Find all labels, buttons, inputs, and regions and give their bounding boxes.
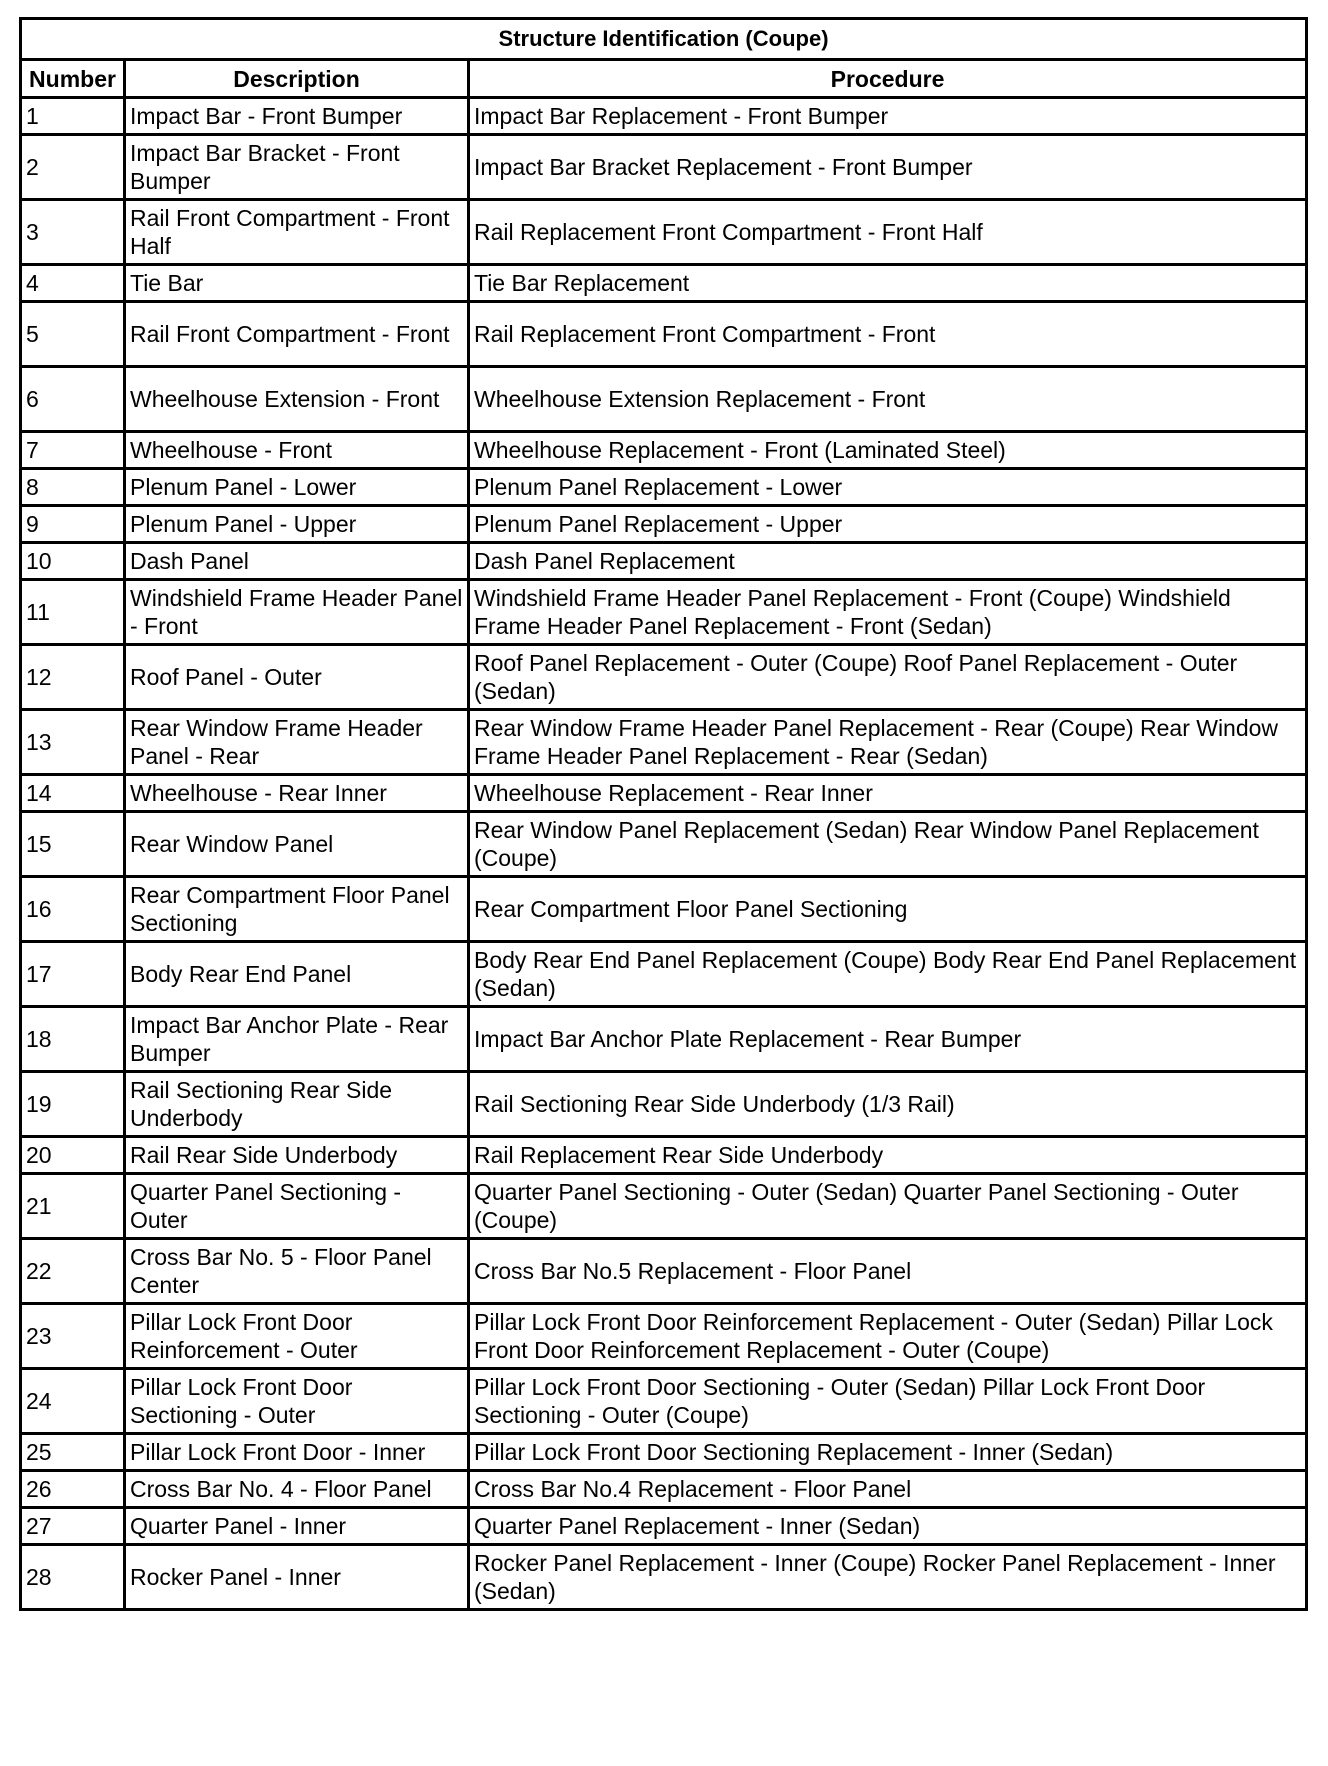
table-row [21, 1471, 1307, 1508]
row-description-cell: Cross Bar No. 4 - Floor Panel [125, 1471, 469, 1508]
row-number-cell: 9 [21, 506, 125, 543]
row-number-cell: 6 [21, 367, 125, 432]
row-number-cell: 10 [21, 543, 125, 580]
row-procedure-cell: Tie Bar Replacement [469, 265, 1307, 302]
row-number-cell: 16 [21, 877, 125, 942]
row-number-cell: 4 [21, 265, 125, 302]
table-row [21, 1174, 1307, 1239]
table-row [21, 1508, 1307, 1545]
table-row [21, 432, 1307, 469]
table-header-row [21, 60, 1307, 98]
table-row [21, 775, 1307, 812]
row-description-cell: Quarter Panel Sectioning - Outer [125, 1174, 469, 1239]
column-header-procedure: Procedure [469, 60, 1307, 98]
table-title-row [21, 19, 1307, 60]
structure-identification-table [19, 17, 1308, 1611]
row-procedure-cell: Body Rear End Panel Replacement (Coupe) Body Rear End Panel Replacement (Sedan) [469, 942, 1307, 1007]
table-row [21, 265, 1307, 302]
table-row [21, 302, 1307, 367]
row-number-cell: 17 [21, 942, 125, 1007]
row-procedure-cell: Rear Window Panel Replacement (Sedan) Rear Window Panel Replacement (Coupe) [469, 812, 1307, 877]
row-procedure-cell: Rear Window Frame Header Panel Replacement - Rear (Coupe) Rear Window Frame Header Panel Replacement - Rear (Sedan) [469, 710, 1307, 775]
row-procedure-cell: Rocker Panel Replacement - Inner (Coupe) Rocker Panel Replacement - Inner (Sedan) [469, 1545, 1307, 1610]
row-description-cell: Wheelhouse Extension - Front [125, 367, 469, 432]
table-row [21, 877, 1307, 942]
row-procedure-cell: Impact Bar Bracket Replacement - Front Bumper [469, 135, 1307, 200]
row-procedure-cell: Dash Panel Replacement [469, 543, 1307, 580]
row-number-cell: 28 [21, 1545, 125, 1610]
table-row [21, 645, 1307, 710]
row-description-cell: Quarter Panel - Inner [125, 1508, 469, 1545]
table-row [21, 1545, 1307, 1610]
table-body [21, 98, 1307, 1610]
row-number-cell: 18 [21, 1007, 125, 1072]
row-number-cell: 15 [21, 812, 125, 877]
table-row [21, 469, 1307, 506]
row-description-cell: Wheelhouse - Rear Inner [125, 775, 469, 812]
row-number-cell: 14 [21, 775, 125, 812]
table-row [21, 367, 1307, 432]
row-procedure-cell: Rear Compartment Floor Panel Sectioning [469, 877, 1307, 942]
row-description-cell: Rear Compartment Floor Panel Sectioning [125, 877, 469, 942]
row-number-cell: 26 [21, 1471, 125, 1508]
row-number-cell: 11 [21, 580, 125, 645]
row-number-cell: 27 [21, 1508, 125, 1545]
row-description-cell: Windshield Frame Header Panel - Front [125, 580, 469, 645]
table-row [21, 580, 1307, 645]
row-number-cell: 21 [21, 1174, 125, 1239]
row-number-cell: 23 [21, 1304, 125, 1369]
row-procedure-cell: Wheelhouse Replacement - Rear Inner [469, 775, 1307, 812]
row-procedure-cell: Rail Replacement Front Compartment - Front [469, 302, 1307, 367]
table-row [21, 710, 1307, 775]
row-procedure-cell: Rail Replacement Rear Side Underbody [469, 1137, 1307, 1174]
row-description-cell: Impact Bar Anchor Plate - Rear Bumper [125, 1007, 469, 1072]
row-description-cell: Pillar Lock Front Door Sectioning - Outer [125, 1369, 469, 1434]
table-row [21, 1007, 1307, 1072]
row-procedure-cell: Pillar Lock Front Door Reinforcement Replacement - Outer (Sedan) Pillar Lock Front Door Reinforcement Replacement - Outer (Coupe) [469, 1304, 1307, 1369]
row-number-cell: 24 [21, 1369, 125, 1434]
row-description-cell: Cross Bar No. 5 - Floor Panel Center [125, 1239, 469, 1304]
row-procedure-cell: Impact Bar Anchor Plate Replacement - Rear Bumper [469, 1007, 1307, 1072]
row-number-cell: 3 [21, 200, 125, 265]
row-number-cell: 12 [21, 645, 125, 710]
row-description-cell: Rear Window Frame Header Panel - Rear [125, 710, 469, 775]
column-header-number: Number [21, 60, 125, 98]
row-description-cell: Dash Panel [125, 543, 469, 580]
column-header-description: Description [125, 60, 469, 98]
row-description-cell: Rail Rear Side Underbody [125, 1137, 469, 1174]
row-description-cell: Plenum Panel - Lower [125, 469, 469, 506]
table-row [21, 1369, 1307, 1434]
row-procedure-cell: Rail Sectioning Rear Side Underbody (1/3 Rail) [469, 1072, 1307, 1137]
row-procedure-cell: Plenum Panel Replacement - Lower [469, 469, 1307, 506]
row-procedure-cell: Cross Bar No.4 Replacement - Floor Panel [469, 1471, 1307, 1508]
row-description-cell: Impact Bar - Front Bumper [125, 98, 469, 135]
structure-identification-table-container [19, 17, 1305, 1611]
row-description-cell: Wheelhouse - Front [125, 432, 469, 469]
row-description-cell: Plenum Panel - Upper [125, 506, 469, 543]
row-procedure-cell: Quarter Panel Sectioning - Outer (Sedan) Quarter Panel Sectioning - Outer (Coupe) [469, 1174, 1307, 1239]
row-number-cell: 13 [21, 710, 125, 775]
row-description-cell: Tie Bar [125, 265, 469, 302]
row-number-cell: 19 [21, 1072, 125, 1137]
table-row [21, 1137, 1307, 1174]
row-description-cell: Rocker Panel - Inner [125, 1545, 469, 1610]
row-number-cell: 20 [21, 1137, 125, 1174]
row-procedure-cell: Rail Replacement Front Compartment - Front Half [469, 200, 1307, 265]
table-row [21, 135, 1307, 200]
row-procedure-cell: Impact Bar Replacement - Front Bumper [469, 98, 1307, 135]
table-row [21, 1434, 1307, 1471]
row-description-cell: Rail Sectioning Rear Side Underbody [125, 1072, 469, 1137]
row-description-cell: Impact Bar Bracket - Front Bumper [125, 135, 469, 200]
row-description-cell: Pillar Lock Front Door Reinforcement - Outer [125, 1304, 469, 1369]
row-procedure-cell: Pillar Lock Front Door Sectioning - Outer (Sedan) Pillar Lock Front Door Sectioning - Outer (Coupe) [469, 1369, 1307, 1434]
row-description-cell: Rear Window Panel [125, 812, 469, 877]
row-procedure-cell: Windshield Frame Header Panel Replacement - Front (Coupe) Windshield Frame Header Panel Replacement - Front (Sedan) [469, 580, 1307, 645]
table-row [21, 543, 1307, 580]
row-procedure-cell: Plenum Panel Replacement - Upper [469, 506, 1307, 543]
table-row [21, 1304, 1307, 1369]
row-number-cell: 2 [21, 135, 125, 200]
table-title: Structure Identification (Coupe) [21, 19, 1307, 60]
row-procedure-cell: Cross Bar No.5 Replacement - Floor Panel [469, 1239, 1307, 1304]
table-row [21, 98, 1307, 135]
table-row [21, 1072, 1307, 1137]
row-description-cell: Roof Panel - Outer [125, 645, 469, 710]
row-number-cell: 25 [21, 1434, 125, 1471]
row-description-cell: Rail Front Compartment - Front Half [125, 200, 469, 265]
table-row [21, 812, 1307, 877]
row-description-cell: Body Rear End Panel [125, 942, 469, 1007]
row-number-cell: 1 [21, 98, 125, 135]
row-number-cell: 7 [21, 432, 125, 469]
row-procedure-cell: Wheelhouse Extension Replacement - Front [469, 367, 1307, 432]
row-procedure-cell: Roof Panel Replacement - Outer (Coupe) Roof Panel Replacement - Outer (Sedan) [469, 645, 1307, 710]
row-procedure-cell: Pillar Lock Front Door Sectioning Replacement - Inner (Sedan) [469, 1434, 1307, 1471]
table-row [21, 1239, 1307, 1304]
row-procedure-cell: Quarter Panel Replacement - Inner (Sedan) [469, 1508, 1307, 1545]
row-number-cell: 22 [21, 1239, 125, 1304]
row-description-cell: Rail Front Compartment - Front [125, 302, 469, 367]
table-row [21, 200, 1307, 265]
table-row [21, 506, 1307, 543]
table-row [21, 942, 1307, 1007]
row-procedure-cell: Wheelhouse Replacement - Front (Laminated Steel) [469, 432, 1307, 469]
row-number-cell: 5 [21, 302, 125, 367]
row-description-cell: Pillar Lock Front Door - Inner [125, 1434, 469, 1471]
row-number-cell: 8 [21, 469, 125, 506]
